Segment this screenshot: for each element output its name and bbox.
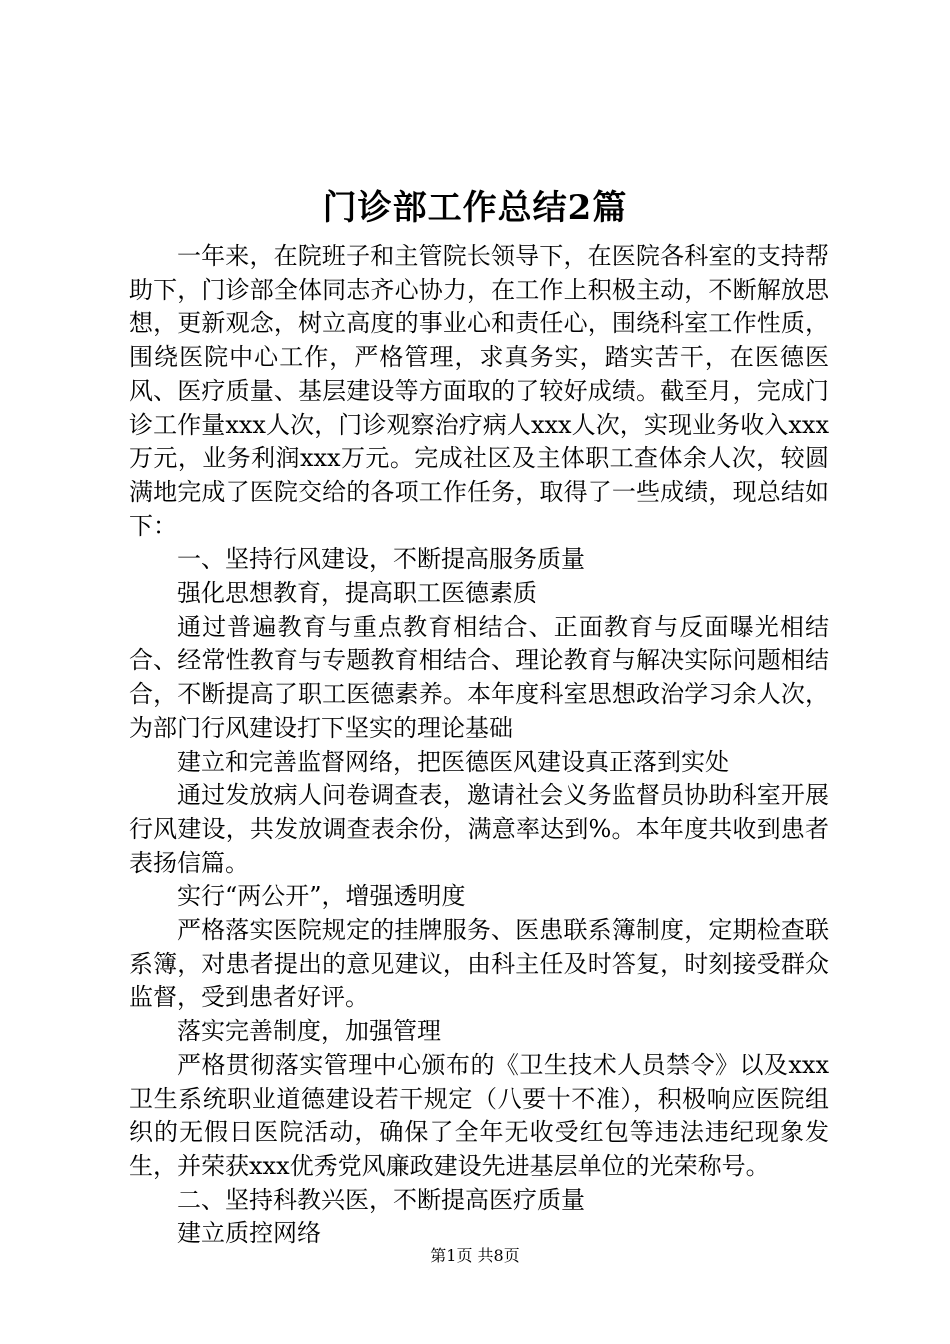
- section-heading-2: 二、坚持科教兴医，不断提高医疗质量: [177, 1185, 585, 1214]
- subheading-supervision: 建立和完善监督网络，把医德医风建设真正落到实处: [177, 747, 729, 776]
- paragraph-transparency: 严格落实医院规定的挂牌服务、医患联系簿制度，定期检查联系簿，对患者提出的意见建议，由科主任及时答复，时刻接受群众监督，受到患者好评。: [129, 916, 829, 1012]
- page-footer: 第1页 共8页: [430, 1246, 520, 1265]
- section-heading-1: 一、坚持行风建设，不断提高服务质量: [177, 545, 585, 574]
- subheading-education: 强化思想教育，提高职工医德素质: [177, 579, 537, 608]
- paragraph-management: 严格贯彻落实管理中心颁布的《卫生技术人员禁令》以及xxx卫生系统职业道德建设若干规定（八要十不准），积极响应医院组织的无假日医院活动，确保了全年无收受红包等违法违纪现象发生，并荣获xxx优秀党风廉政建设先进基层单位的光荣称号。: [129, 1050, 829, 1180]
- subheading-management: 落实完善制度，加强管理: [177, 1017, 441, 1046]
- document-title: 门诊部工作总结2篇: [322, 188, 628, 228]
- paragraph-supervision: 通过发放病人问卷调查表，邀请社会义务监督员协助科室开展行风建设，共发放调查表余份，满意率达到%。本年度共收到患者表扬信篇。: [129, 781, 829, 877]
- subheading-transparency: 实行“两公开”，增强透明度: [177, 882, 466, 911]
- paragraph-intro: 一年来，在院班子和主管院长领导下，在医院各科室的支持帮助下，门诊部全体同志齐心协力，在工作上积极主动，不断解放思想，更新观念，树立高度的事业心和责任心，围绕科室工作性质，围绕医院中心工作，严格管理，求真务实，踏实苦干，在医德医风、医疗质量、基层建设等方面取的了较好成绩。截至月，完成门诊工作量xxx人次，门诊观察治疗病人xxx人次，实现业务收入xxx万元，业务利润xxx万元。完成社区及主体职工查体余人次，较圆满地完成了医院交给的各项工作任务，取得了一些成绩，现总结如下：: [129, 242, 829, 540]
- document-body: [129, 240, 829, 1251]
- subheading-quality-control: 建立质控网络: [177, 1219, 321, 1248]
- paragraph-education: 通过普遍教育与重点教育相结合、正面教育与反面曝光相结合、经常性教育与专题教育相结合、理论教育与解决实际问题相结合，不断提高了职工医德素养。本年度科室思想政治学习余人次，为部门行风建设打下坚实的理论基础: [129, 612, 829, 742]
